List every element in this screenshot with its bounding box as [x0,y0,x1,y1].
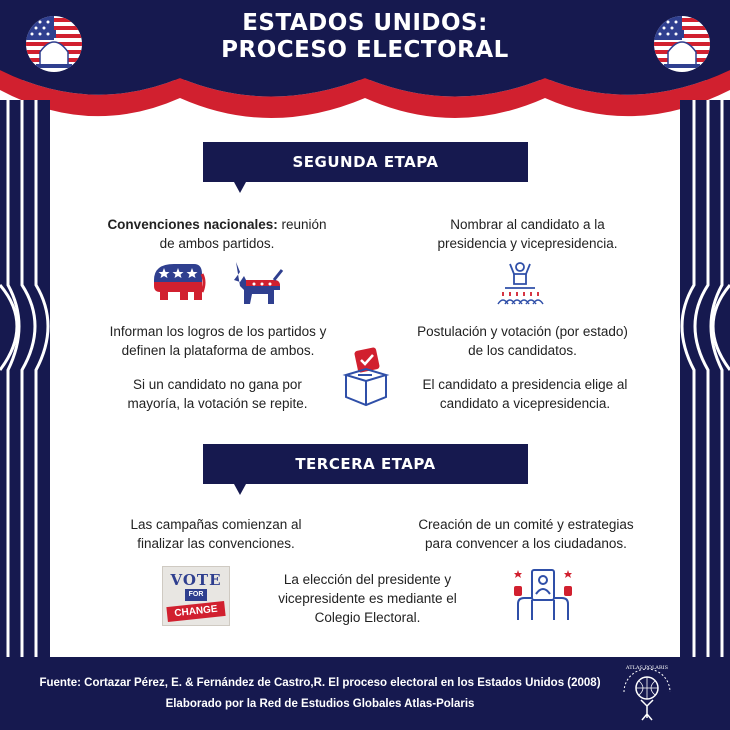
atlas-polaris-logo-icon [618,662,676,724]
stage-2-vp-choice-text [400,375,650,413]
college-line-2: vicepresidente es mediante el [278,591,457,606]
ballot-box-icon [342,345,390,410]
stage-2-repeat-vote-text [95,375,340,413]
footer-credit: Elaborado por la Red de Estudios Globales Atlas-Polaris [165,698,475,710]
title-line-2: PROCESO ELECTORAL [221,37,509,63]
vote-sign-word-1: VOTE [170,571,222,589]
stage-2-conventions-text [92,215,342,253]
candidate-audience-icon [495,258,545,306]
nominate-line-2: presidencia y vicepresidencia. [437,236,618,251]
committee-line-1: Creación de un comité y estrategias [418,517,634,532]
stage-3-electoral-college-text [255,570,480,627]
vote-sign-word-3: CHANGE [166,601,225,622]
conventions-line-2: de ambos partidos. [159,236,275,251]
voting-line-2: de los candidatos. [468,343,577,358]
stage-3-banner-pointer [234,484,246,495]
stage-2-banner: SEGUNDA ETAPA [203,142,528,182]
campaigns-line-2: finalizar las convenciones. [137,536,295,551]
stage-2-banner-pointer [234,182,246,193]
footer-source: Fuente: Cortazar Pérez, E. & Fernández de Castro,R. El proceso electoral en los Estados Unidos (2008) [39,677,601,689]
conventions-rest: reunión [277,217,327,232]
republican-elephant-icon [150,260,206,306]
campaign-supporters-icon [510,564,576,622]
nominate-line-1: Nombrar al candidato a la [450,217,605,232]
campaigns-line-1: Las campañas comienzan al [130,517,302,532]
repeat-line-2: mayoría, la votación se repite. [127,396,308,411]
vp-choice-line-1: El candidato a presidencia elige al [422,377,628,392]
stage-2-platform-text [92,322,344,360]
stage-3-committee-text [400,515,652,553]
vp-choice-line-2: candidato a vicepresidencia. [439,396,611,411]
stage-3-campaigns-text [100,515,332,553]
title-line-1: ESTADOS UNIDOS: [242,10,488,36]
stage-3-banner: TERCERA ETAPA [203,444,528,484]
vote-sign-word-2: FOR [185,589,207,601]
vote-for-change-sign-icon [162,566,230,626]
democrat-donkey-icon [230,258,284,308]
repeat-line-1: Si un candidato no gana por [133,377,302,392]
page-title [0,10,730,64]
conventions-label: Convenciones nacionales: [107,217,278,232]
stage-2-nominate-text [395,215,660,253]
committee-line-2: para convencer a los ciudadanos. [425,536,627,551]
platform-line-2: definen la plataforma de ambos. [121,343,315,358]
platform-line-1: Informan los logros de los partidos y [109,324,327,339]
stage-2-voting-text [395,322,650,360]
college-line-1: La elección del presidente y [283,572,452,587]
voting-line-1: Postulación y votación (por estado) [417,324,628,339]
college-line-3: Colegio Electoral. [314,610,421,625]
logo-text: ATLAS POLARIS [625,665,669,671]
